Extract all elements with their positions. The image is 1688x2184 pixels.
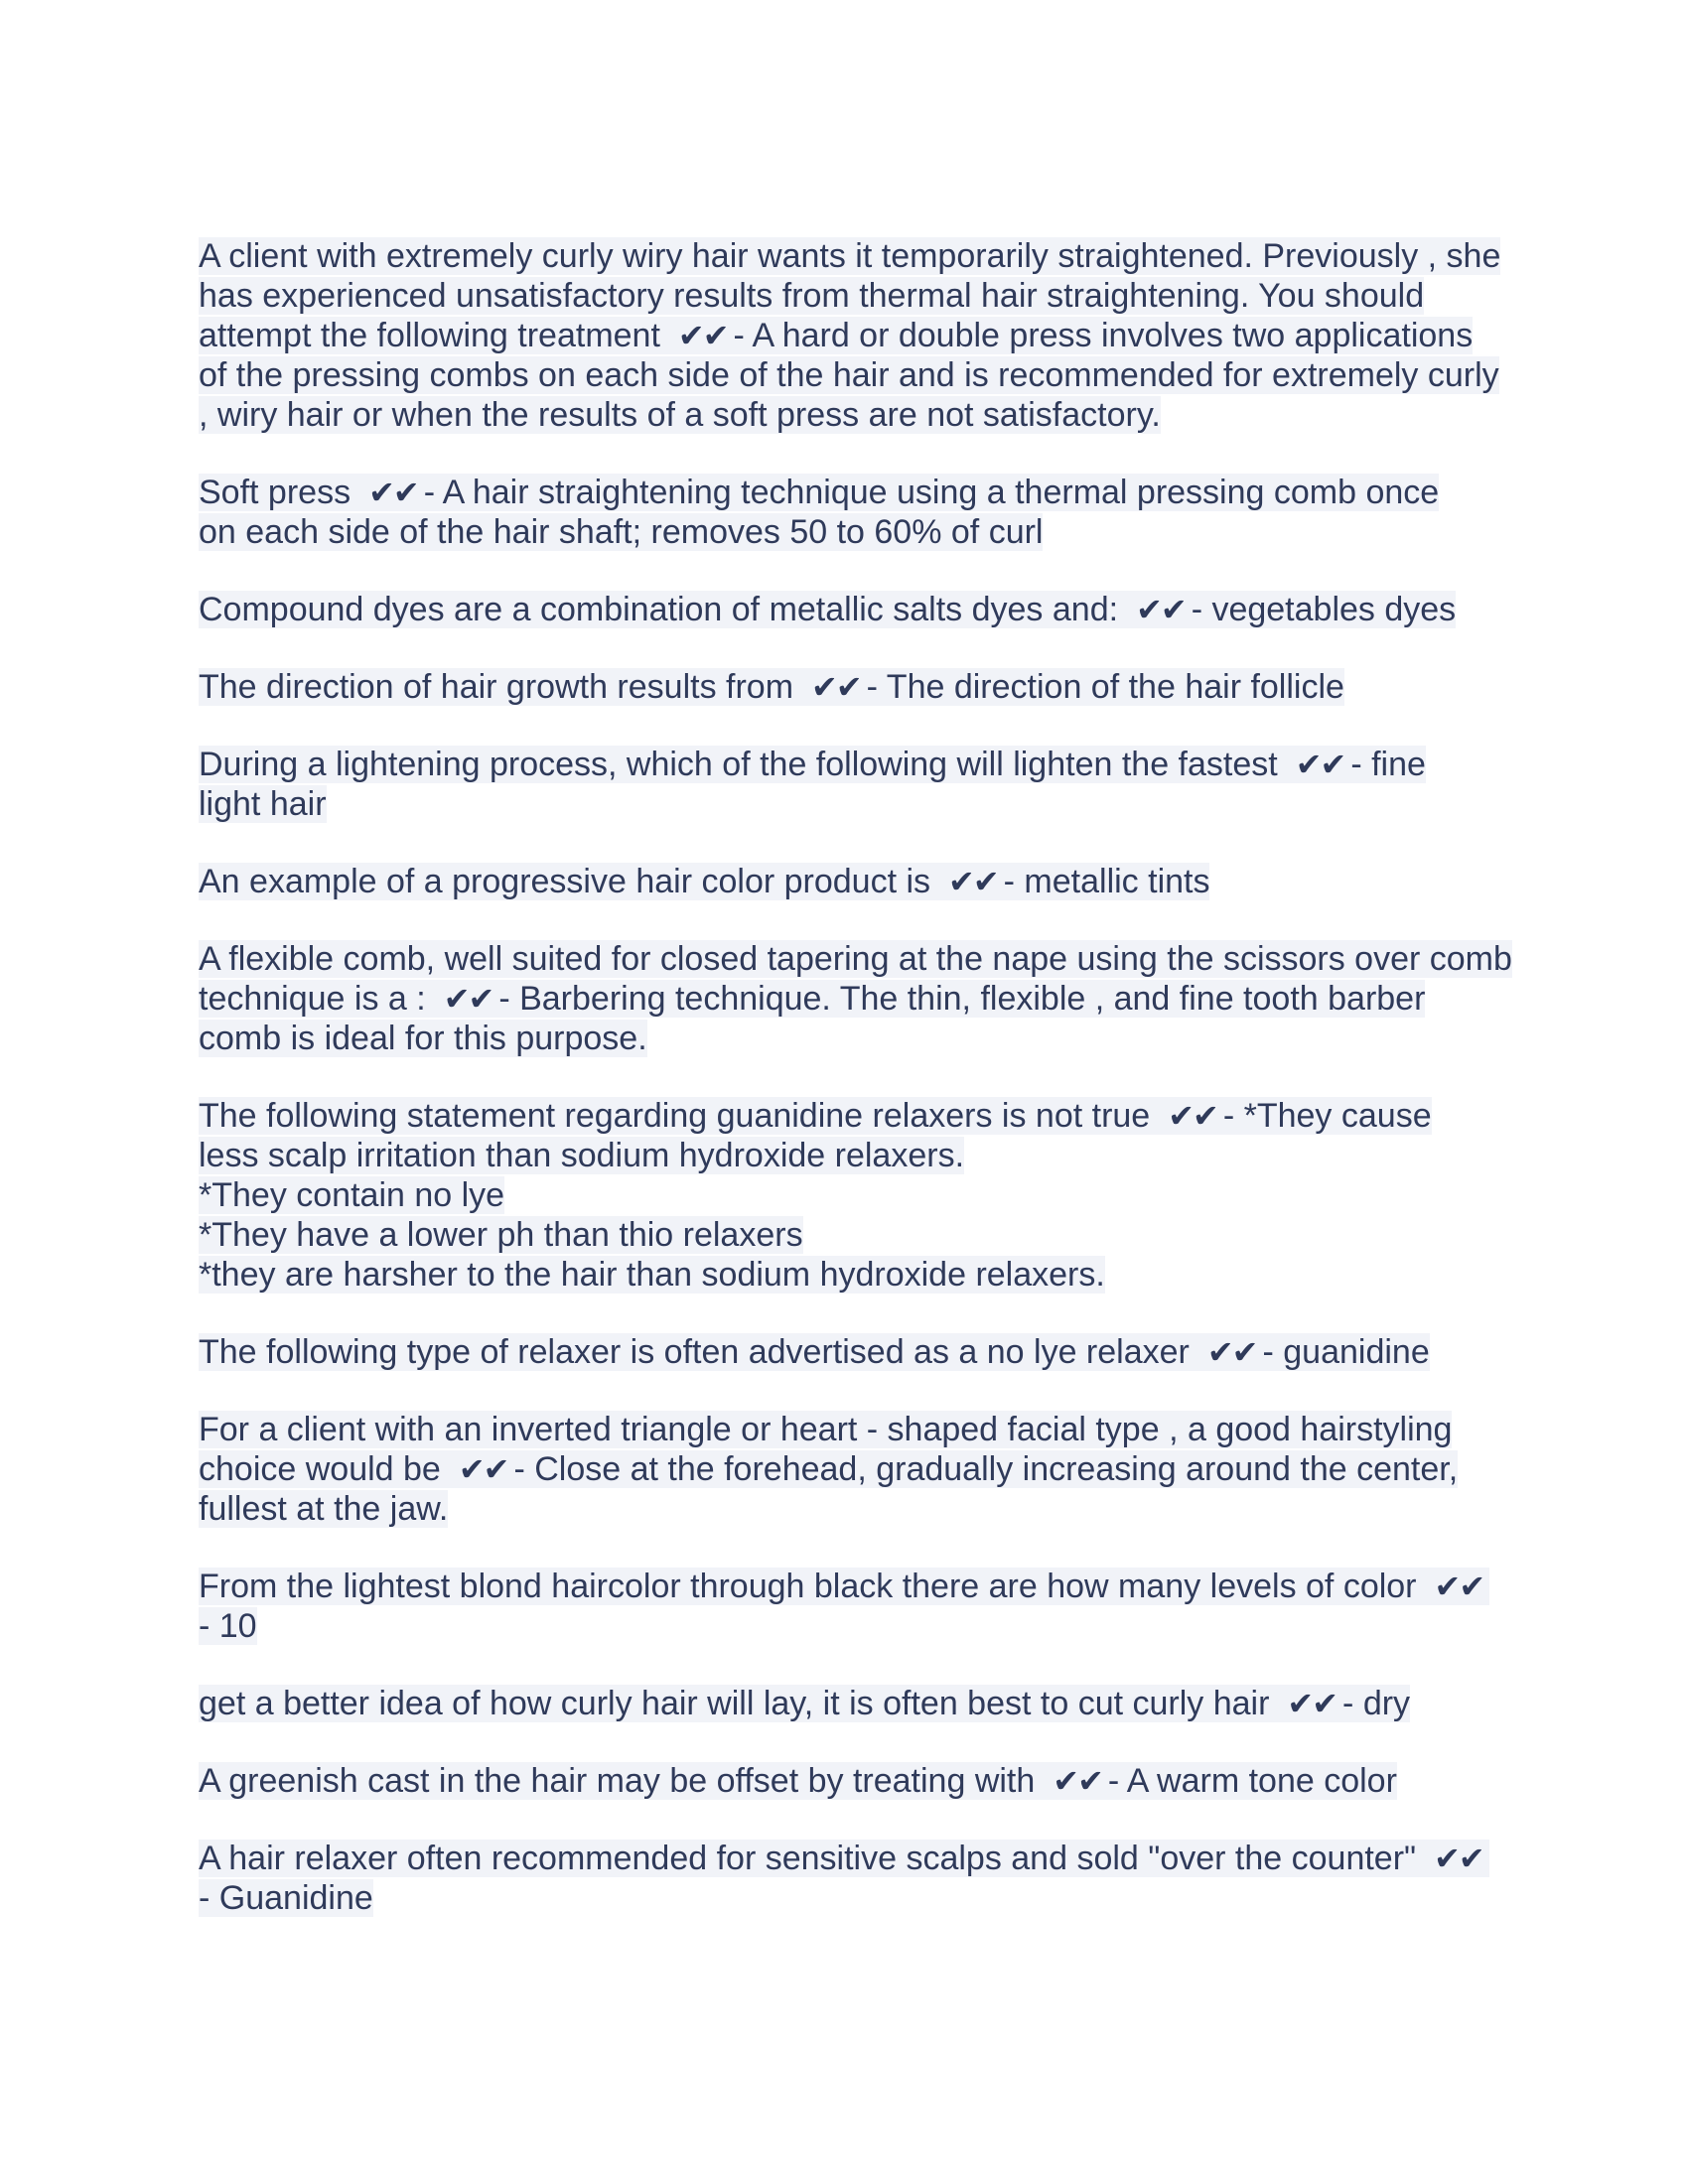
double-check-icon: ✔✔ <box>811 668 861 706</box>
answer-text: - metallic tints <box>1003 863 1210 900</box>
qa-item <box>199 939 1512 1058</box>
answer-text: , wiry hair or when the results of a soft press are not satisfactory. <box>199 396 1161 434</box>
qa-item <box>199 1332 1494 1372</box>
question-text: Compound dyes are a combination of metallic salts dyes and: <box>199 591 1119 628</box>
answer-text: - Barbering technique. The thin, flexible , and fine tooth barber <box>498 980 1426 1018</box>
answer-text: - Close at the forehead, gradually increasing around the center, <box>513 1450 1459 1488</box>
answer-text: *They contain no lye <box>199 1176 505 1214</box>
question-text: Soft press <box>199 474 352 511</box>
qa-item <box>199 862 1494 901</box>
question-text: The direction of hair growth results from <box>199 668 794 706</box>
double-check-icon: ✔✔ <box>1287 1685 1337 1722</box>
double-check-icon: ✔✔ <box>458 1450 508 1488</box>
qa-item <box>199 236 1501 435</box>
qa-item <box>199 1839 1494 1918</box>
answer-text: of the pressing combs on each side of the hair and is recommended for extremely curly <box>199 356 1499 394</box>
answer-text: fullest at the jaw. <box>199 1490 449 1528</box>
question-text: A client with extremely curly wiry hair wants it temporarily straightened. Previously , she <box>199 237 1501 275</box>
answer-text: - vegetables dyes <box>1191 591 1457 628</box>
answer-text: - *They cause <box>1222 1097 1432 1135</box>
answer-text: *They have a lower ph than thio relaxers <box>199 1216 803 1254</box>
question-text: attempt the following treatment <box>199 317 660 354</box>
question-text: During a lightening process, which of the following will lighten the fastest <box>199 746 1278 783</box>
qa-item <box>199 1761 1494 1801</box>
double-check-icon: ✔✔ <box>1434 1840 1483 1877</box>
double-check-icon: ✔✔ <box>1168 1097 1217 1135</box>
answer-text: comb is ideal for this purpose. <box>199 1020 647 1057</box>
answer-text: - The direction of the hair follicle <box>866 668 1344 706</box>
qa-item <box>199 1410 1494 1529</box>
question-text: The following type of relaxer is often advertised as a no lye relaxer <box>199 1333 1190 1371</box>
question-text: An example of a progressive hair color product is <box>199 863 931 900</box>
question-text: get a better idea of how curly hair will lay, it is often best to cut curly hair <box>199 1685 1270 1722</box>
question-text: A greenish cast in the hair may be offset by treating with <box>199 1762 1036 1800</box>
answer-text: - Guanidine <box>199 1879 373 1917</box>
double-check-icon: ✔✔ <box>948 863 998 900</box>
qa-item <box>199 1096 1494 1295</box>
question-text: From the lightest blond haircolor through black there are how many levels of color <box>199 1568 1417 1605</box>
double-check-icon: ✔✔ <box>1136 591 1186 628</box>
qa-item <box>199 745 1494 824</box>
question-text: technique is a : <box>199 980 426 1018</box>
double-check-icon: ✔✔ <box>443 980 493 1018</box>
question-text: choice would be <box>199 1450 441 1488</box>
double-check-icon: ✔✔ <box>677 317 728 354</box>
double-check-icon: ✔✔ <box>368 474 418 511</box>
answer-text: - fine <box>1350 746 1426 783</box>
qa-item <box>199 1684 1494 1723</box>
question-text: The following statement regarding guanidine relaxers is not true <box>199 1097 1151 1135</box>
double-check-icon: ✔✔ <box>1295 746 1345 783</box>
qa-item <box>199 1567 1494 1646</box>
question-text: has experienced unsatisfactory results from thermal hair straightening. You should <box>199 277 1425 315</box>
answer-text: - A hard or double press involves two applications <box>733 317 1474 354</box>
document-page <box>199 236 1512 1956</box>
answer-text: on each side of the hair shaft; removes 50 to 60% of curl <box>199 513 1044 551</box>
answer-text: - A warm tone color <box>1107 1762 1397 1800</box>
answer-text: - A hair straightening technique using a thermal pressing comb once <box>423 474 1440 511</box>
answer-text: *they are harsher to the hair than sodium hydroxide relaxers. <box>199 1256 1105 1294</box>
question-text: A hair relaxer often recommended for sensitive scalps and sold "over the counter" <box>199 1840 1417 1877</box>
answer-text: light hair <box>199 785 327 823</box>
qa-item <box>199 473 1494 552</box>
answer-text: - guanidine <box>1262 1333 1430 1371</box>
answer-text: - 10 <box>199 1607 257 1645</box>
question-text: For a client with an inverted triangle or heart - shaped facial type , a good hairstyling <box>199 1411 1453 1448</box>
qa-item <box>199 590 1494 629</box>
qa-item <box>199 667 1494 707</box>
answer-text: less scalp irritation than sodium hydroxide relaxers. <box>199 1137 965 1174</box>
answer-text: - dry <box>1342 1685 1411 1722</box>
double-check-icon: ✔✔ <box>1434 1568 1484 1605</box>
double-check-icon: ✔✔ <box>1053 1762 1102 1800</box>
double-check-icon: ✔✔ <box>1206 1333 1257 1371</box>
question-text: A flexible comb, well suited for closed tapering at the nape using the scissors over comb <box>199 940 1512 978</box>
